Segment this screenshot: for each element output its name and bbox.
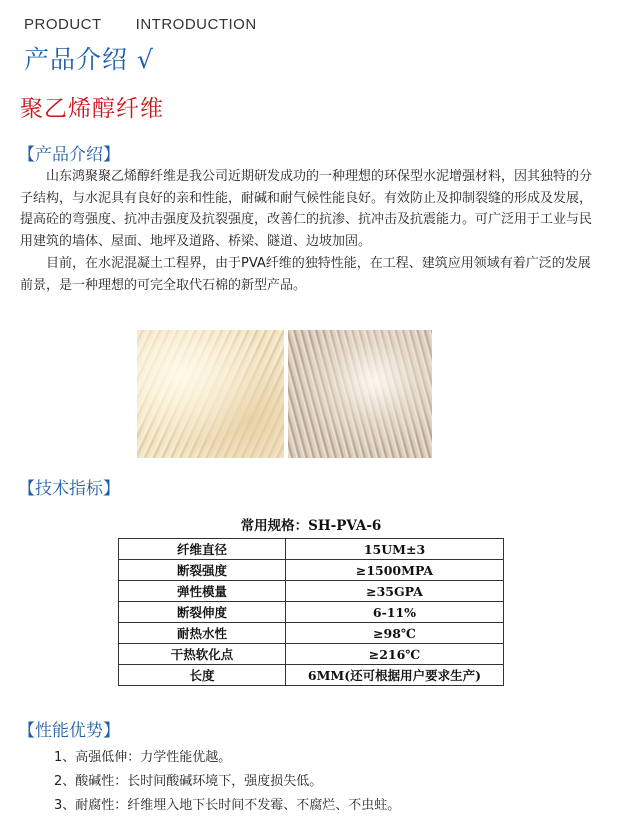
- advantage-item-1: 1、高强低伸：力学性能优越。: [54, 750, 232, 765]
- spec-value: 6MM(还可根据用户要求生产): [286, 665, 504, 686]
- spec-value: ≥216℃: [286, 644, 504, 665]
- table-row: [119, 560, 504, 581]
- spec-value: ≥98℃: [286, 623, 504, 644]
- section-heading-spec: 【技术指标】: [18, 479, 120, 499]
- spec-key: 纤维直径: [119, 539, 286, 560]
- spec-key: 耐热水性: [119, 623, 286, 644]
- product-title: 聚乙烯醇纤维: [20, 96, 164, 122]
- table-row: [119, 581, 504, 602]
- section-heading-advantages: 【性能优势】: [18, 721, 120, 741]
- spec-key: 弹性模量: [119, 581, 286, 602]
- spec-key: 断裂强度: [119, 560, 286, 581]
- spec-key: 断裂伸度: [119, 602, 286, 623]
- advantage-item-2: 2、酸碱性：长时间酸碱环境下，强度损失低。: [54, 774, 323, 789]
- header-chinese-title: 产品介绍 √: [24, 45, 154, 74]
- product-photo-fiber-closeup: [288, 330, 432, 458]
- table-row: [119, 644, 504, 665]
- spec-value: ≥35GPA: [286, 581, 504, 602]
- spec-value: 6-11%: [286, 602, 504, 623]
- spec-key: 长度: [119, 665, 286, 686]
- spec-value: 15UM±3: [286, 539, 504, 560]
- header-en-product: PRODUCT: [24, 16, 102, 33]
- section-heading-intro: 【产品介绍】: [18, 145, 120, 165]
- header-en-introduction: INTRODUCTION: [135, 16, 257, 33]
- table-row: [119, 623, 504, 644]
- product-photo-fiber-bundle: [137, 330, 284, 458]
- header-english: [24, 16, 291, 33]
- spec-table: [118, 538, 504, 686]
- intro-paragraph-1: 山东鸿聚聚乙烯醇纤维是我公司近期研发成功的一种理想的环保型水泥增强材料，因其独特的分子结构，与水泥具有良好的亲和性能，耐碱和耐气候性能良好。有效防止及抑制裂缝的形成及发展，提高砼的弯强度、抗冲击强度及抗裂强度，改善仁的抗渗、抗冲击及抗震能力。可广泛用于工业与民用建筑的墙体、屋面、地坪及道路、桥梁、隧道、边坡加固。: [20, 169, 593, 249]
- spec-key: 干热软化点: [119, 644, 286, 665]
- table-row: [119, 602, 504, 623]
- spec-value: ≥1500MPA: [286, 560, 504, 581]
- table-row: [119, 539, 504, 560]
- table-row: [119, 665, 504, 686]
- spec-caption: 常用规格：SH-PVA-6: [240, 518, 382, 534]
- advantage-item-3: 3、耐腐性：纤维埋入地下长时间不发霉、不腐烂、不虫蛀。: [54, 798, 401, 813]
- intro-paragraph-2: 目前，在水泥混凝土工程界，由于PVA纤维的独特性能，在工程、建筑应用领域有着广泛的发展前景，是一种理想的可完全取代石棉的新型产品。: [20, 256, 591, 293]
